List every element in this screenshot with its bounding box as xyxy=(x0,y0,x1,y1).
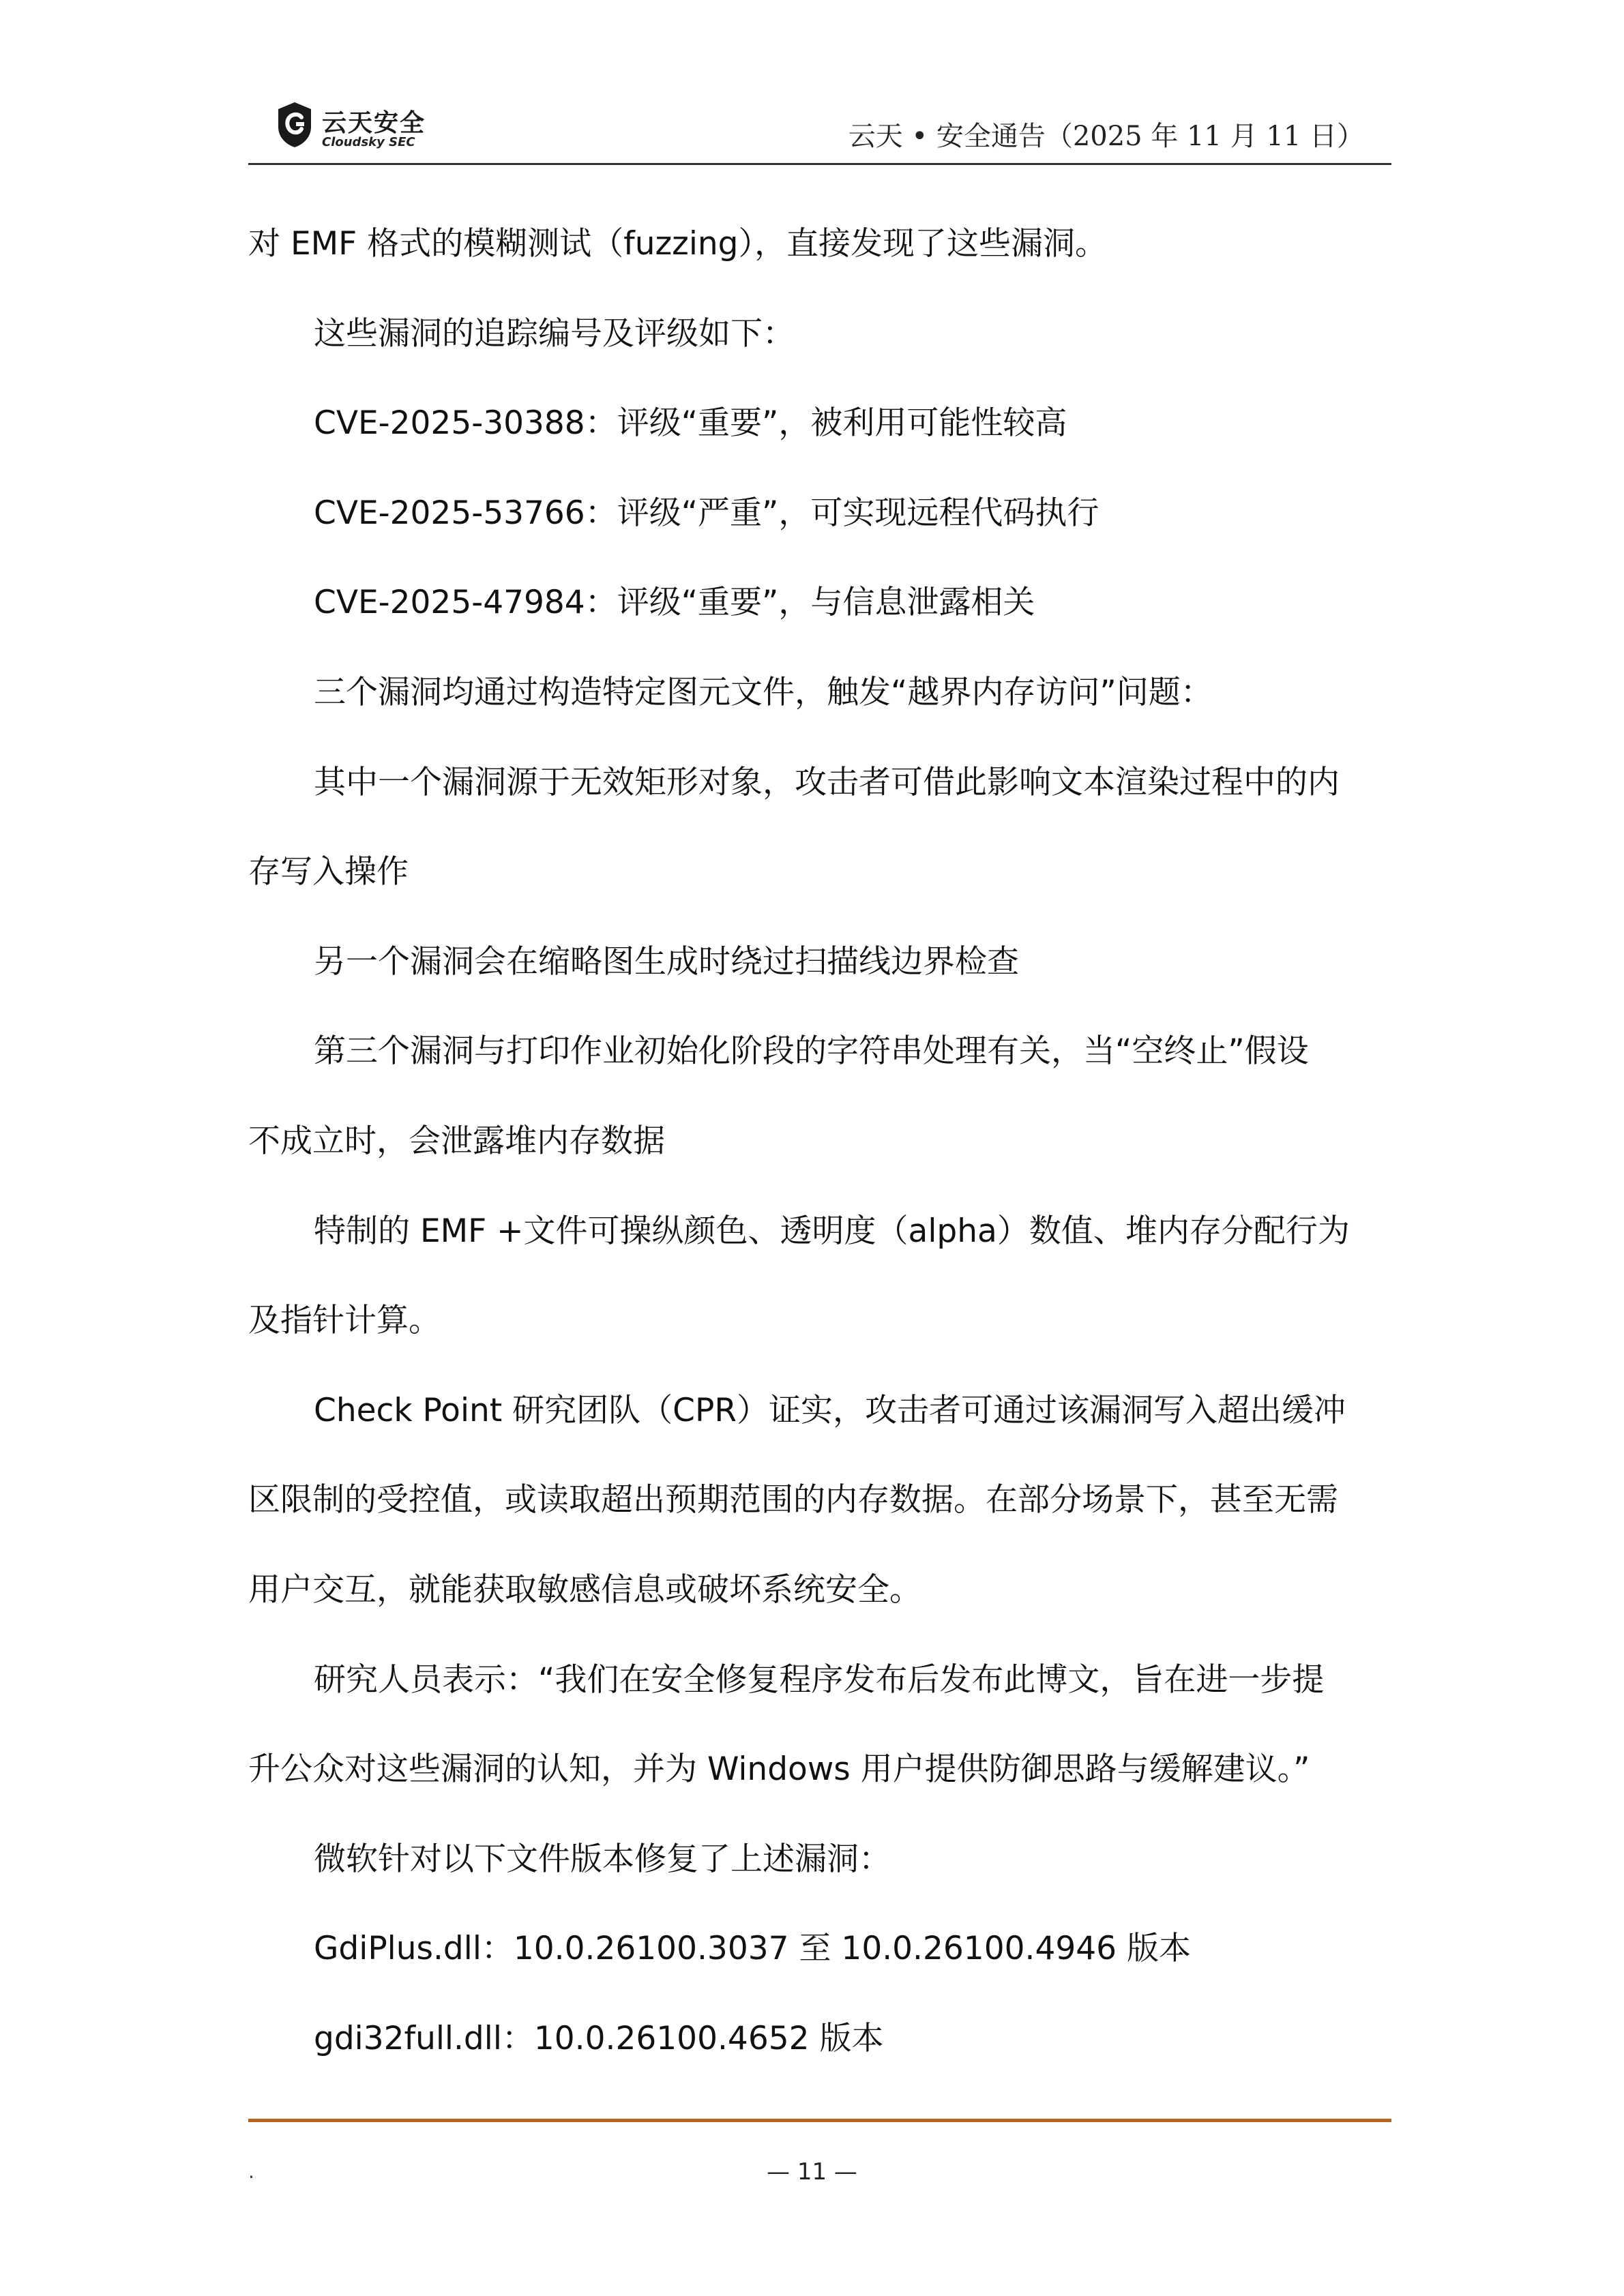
paragraph-line: 对 EMF 格式的模糊测试（fuzzing），直接发现了这些漏洞。 xyxy=(248,225,1108,263)
logo-text-cn: 云天安全 xyxy=(322,109,426,137)
paragraph-line: 存写入操作 xyxy=(248,853,409,891)
page-number: — 11 — xyxy=(767,2158,857,2186)
shield-logo-icon xyxy=(276,101,314,149)
paragraph-line: 用户交互，就能获取敏感信息或破坏系统安全。 xyxy=(248,1570,921,1609)
paragraph-line: 第三个漏洞与打印作业初始化阶段的字符串处理有关，当“空终止”假设 xyxy=(314,1032,1309,1071)
paragraph-line: 研究人员表示：“我们在安全修复程序发布后发布此博文，旨在进一步提 xyxy=(314,1660,1325,1699)
paragraph-line: 不成立时，会泄露堆内存数据 xyxy=(248,1122,665,1160)
paragraph-line: 特制的 EMF +文件可操纵颜色、透明度（alpha）数值、堆内存分配行为 xyxy=(314,1212,1350,1250)
paragraph-line: 这些漏洞的追踪编号及评级如下： xyxy=(314,314,795,353)
paragraph-line: 其中一个漏洞源于无效矩形对象，攻击者可借此影响文本渲染过程中的内 xyxy=(314,763,1340,801)
footer-divider xyxy=(248,2119,1391,2122)
logo-text-en: Cloudsky SEC xyxy=(322,135,415,149)
paragraph-line: CVE-2025-30388：评级“重要”，被利用可能性较高 xyxy=(314,404,1067,443)
page-header xyxy=(248,95,1391,164)
paragraph-line: 微软针对以下文件版本修复了上述漏洞： xyxy=(314,1840,891,1878)
paragraph-line: CVE-2025-47984：评级“重要”，与信息泄露相关 xyxy=(314,584,1035,622)
paragraph-line: 另一个漏洞会在缩略图生成时绕过扫描线边界检查 xyxy=(314,942,1019,981)
company-logo xyxy=(276,101,467,158)
paragraph-line: 区限制的受控值，或读取超出预期范围的内存数据。在部分场景下，甚至无需 xyxy=(248,1481,1338,1519)
paragraph-line: gdi32full.dll：10.0.26100.4652 版本 xyxy=(314,2019,884,2057)
header-divider xyxy=(248,163,1391,165)
paragraph-line: 三个漏洞均通过构造特定图元文件，触发“越界内存访问”问题： xyxy=(314,673,1213,711)
paragraph-line: Check Point 研究团队（CPR）证实，攻击者可通过该漏洞写入超出缓冲 xyxy=(314,1391,1346,1429)
header-title: 云天 • 安全通告（2025 年 11 月 11 日） xyxy=(848,121,1364,152)
paragraph-line: GdiPlus.dll：10.0.26100.3037 至 10.0.26100.4946 版本 xyxy=(314,1930,1192,1968)
footer-dot: . xyxy=(248,2160,254,2183)
paragraph-line: 升公众对这些漏洞的认知，并为 Windows 用户提供防御思路与缓解建议。” xyxy=(248,1750,1310,1789)
paragraph-line: CVE-2025-53766：评级“严重”，可实现远程代码执行 xyxy=(314,494,1099,532)
paragraph-line: 及指针计算。 xyxy=(248,1302,441,1340)
document-body xyxy=(248,199,1381,2083)
